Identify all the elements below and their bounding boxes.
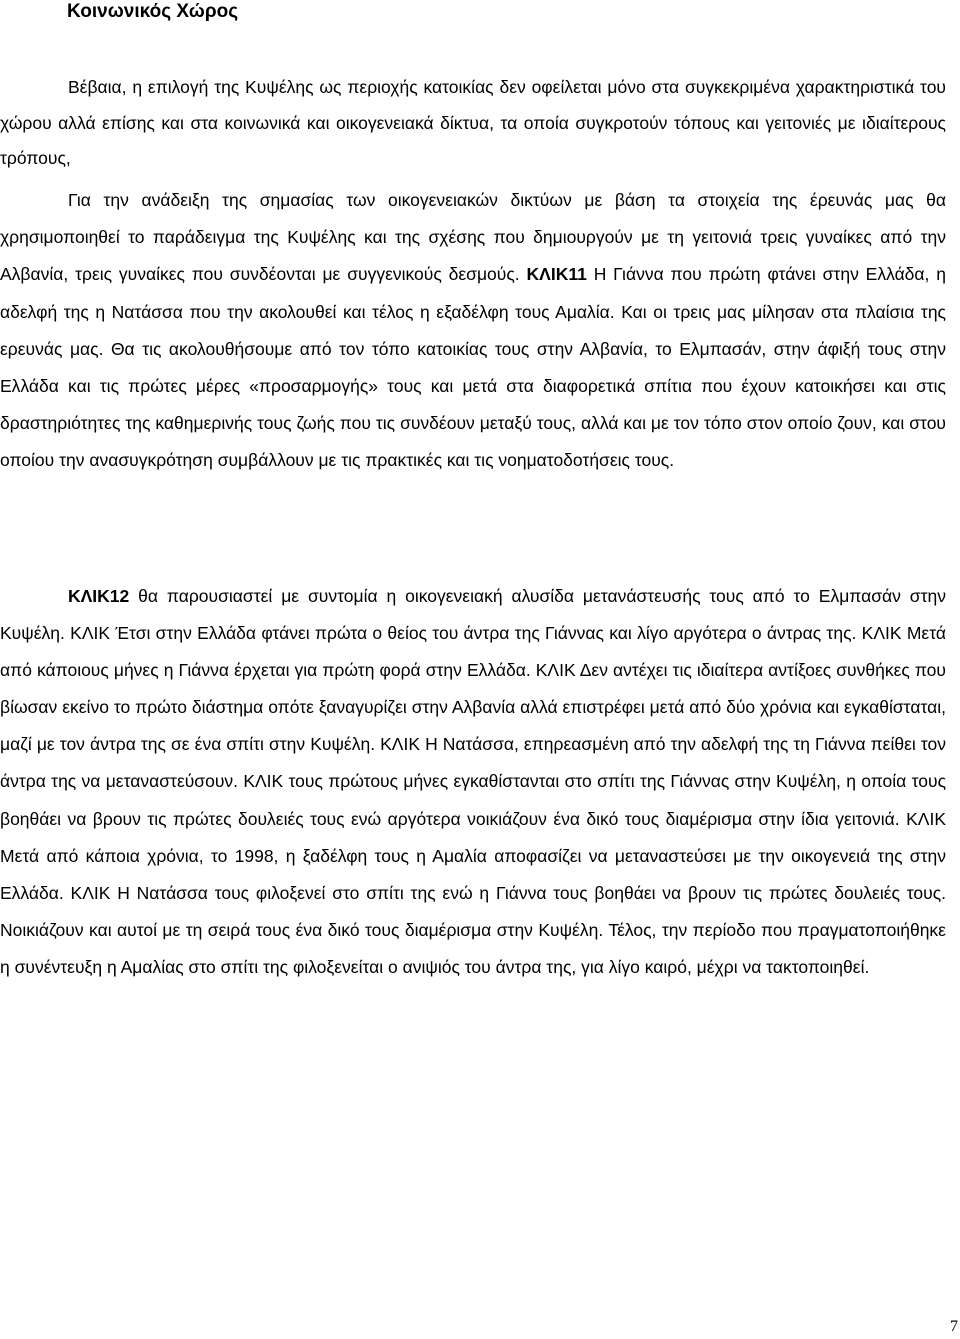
paragraph-1: Βέβαια, η επιλογή της Κυψέλης ως περιοχής κατοικίας δεν οφείλεται μόνο στα συγκεκριμένα χαρακτηριστικά του χώρου αλλά επίσης και στα κοινωνικά και οικογενειακά δίκτυα, τα οποία συγκροτούν τόπους και γειτονιές με ιδιαίτερους τρόπους, — [0, 77, 946, 168]
klik-11-marker: ΚΛΙΚ11 — [526, 264, 587, 285]
paragraph-3-text: θα παρουσιαστεί με συντομία η οικογενειακή αλυσίδα μετανάστευσής τους από το Ελμπασάν στην Κυψέλη. ΚΛΙΚ Έτσι στην Ελλάδα φτάνει πρώτα ο θείος του άντρα της Γιάννας και λίγο αργότερα ο άντρας της. ΚΛΙΚ Μετά από κάποιους μήνες η Γιάννα έρχεται για πρώτη φορά στην Ελλάδα. ΚΛΙΚ Δεν αντέχει τις ιδιαίτερα αντίξοες συνθήκες που βίωσαν εκείνο το πρώτο διάστημα οπότε ξαναγυρίζει στην Αλβανία αλλά επιστρέφει μετά από δύο χρόνια και εγκαθίσταται, μαζί με τον άντρα της σε ένα σπίτι στην Κυψέλη. ΚΛΙΚ Η Νατάσσα, επηρεασμένη από την αδελφή της τη Γιάννα πείθει τον άντρα της να μεταναστεύσουν. ΚΛΙΚ τους πρώτους μήνες εγκαθίστανται στο σπίτι της Γιάννας στην Κυψέλη, η οποία τους βοηθάει να βρουν τις πρώτες δουλειές τους ενώ αργότερα νοικιάζουν ένα δικό τους διαμέρισμα στην ίδια γειτονιά. ΚΛΙΚ Μετά από κάποια χρόνια, το 1998, η ξαδέλφη τους η Αμαλία αποφασίζει να μεταναστεύσει με την οικογενειά της στην Ελλάδα. ΚΛΙΚ Η Νατάσσα τους φιλοξενεί στο σπίτι της ενώ η Γιάννα τους βοηθάει να βρουν τις πρώτες δουλειές τους. Νοικιάζουν και αυτοί με τη σειρά τους ένα δικό τους διαμέρισμα στην Κυψέλη. Τέλος, την περίοδο που πραγματοποιήθηκε η συνέντευξη η Αμαλίας στο σπίτι της φιλοξενείται ο ανιψιός του άντρα της, για λίγο καιρό, μέχρι να τακτοποιηθεί. — [0, 586, 946, 977]
klik-12-marker: ΚΛΙΚ12 — [68, 586, 130, 606]
page-number: 7 — [950, 1318, 958, 1335]
paragraph-2-text-a: Για την ανάδειξη της σημασίας των οικογενειακών δικτύων με βάση τα στοιχεία της έρευνάς μας θα χρησιμοποιηθεί το παράδειγμα της Κυψέλης και της σχέσης που δημιουργούν με τη γειτονιά τρεις γυναίκες από την Αλβανία, τρεις γυναίκες που συνδέονται με συγγενικούς δεσμούς. — [0, 190, 946, 285]
paragraph-2-text-b: Η Γιάννα που πρώτη φτάνει στην Ελλάδα, η αδελφή της η Νατάσσα που την ακολουθεί και τέλος η εξαδέλφη τους Αμαλία. Και οι τρεις μας μίλησαν στα πλαίσια της ερευνάς μας. Θα τις ακολουθήσουμε από τον τόπο κατοικίας τους στην Αλβανία, το Ελμπασάν, στην άφιξή τους στην Ελλάδα και τις πρώτες μέρες «προσαρμογής» τους και μετά στα διαφορετικά σπίτια που έχουν κατοικήσει και στις δραστηριότητες της καθημερινής τους ζωής που τις συνδέουν μεταξύ τους, αλλά και με τον τόπο στον οποίο ζουν, και στου οποίου την ανασυγκρότηση συμβάλλουν με τις πρακτικές και τις νοηματοδοτήσεις τους. — [0, 264, 946, 471]
paragraph-3 — [0, 578, 946, 986]
paragraph-2 — [0, 182, 946, 480]
section-heading: Κοινωνικός Χώρος — [67, 1, 239, 22]
